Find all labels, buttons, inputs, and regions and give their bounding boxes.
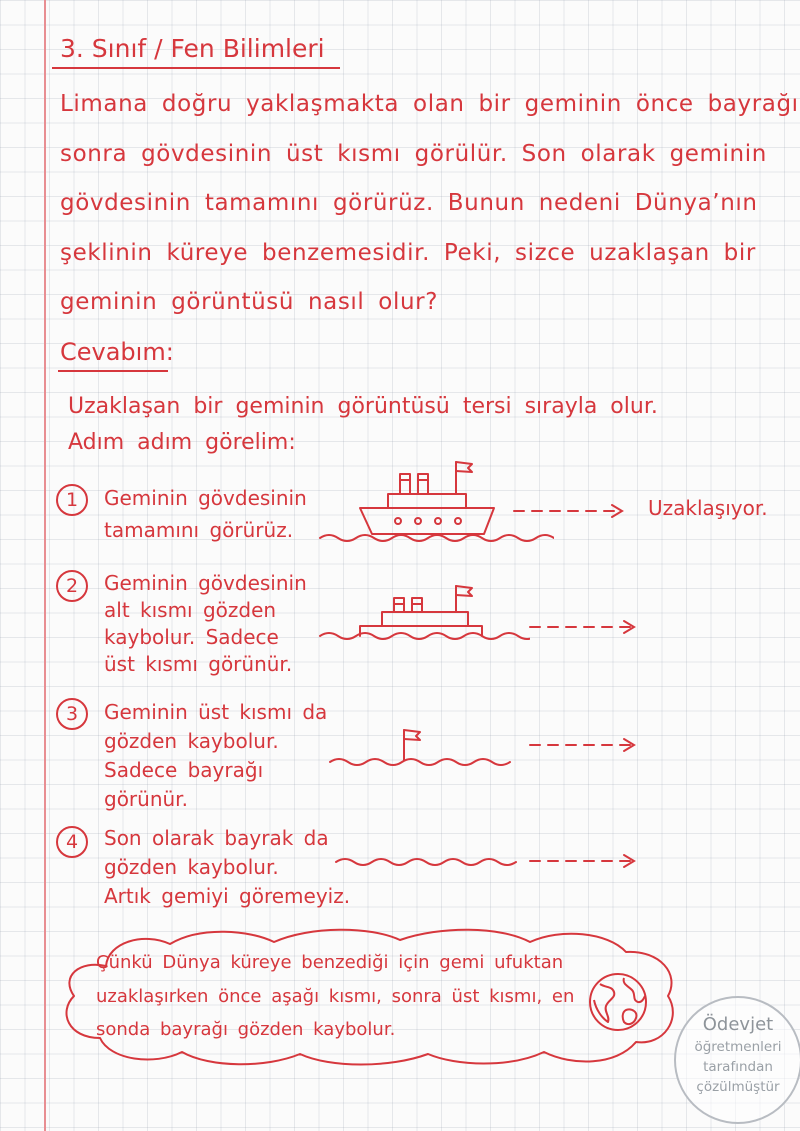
step-text: Son olarak bayrak da: [104, 826, 329, 850]
globe-icon: [586, 970, 650, 1034]
margin-line: [44, 0, 46, 1131]
dashed-arrow: [528, 617, 640, 637]
step-text: tamamını görürüz.: [104, 518, 294, 542]
question-line: şeklinin küreye benzemesidir. Peki, sizce uzaklaşan bir: [60, 240, 756, 266]
step-number-badge: 3: [56, 698, 88, 730]
step-text: Geminin üst kısmı da: [104, 700, 328, 724]
conclusion-line: sonda bayrağı gözden kaybolur.: [96, 1019, 396, 1040]
stamp-text: tarafından: [703, 1059, 773, 1075]
title-underline: [52, 67, 340, 69]
stamp-text: öğretmenleri: [694, 1039, 782, 1055]
step-text: Sadece bayrağı: [104, 758, 264, 782]
question-line: gövdesinin tamamını görürüz. Bunun nedeni Dünya’nın: [60, 190, 758, 216]
step-text: Geminin gövdesinin: [104, 486, 307, 510]
flag-only-drawing: [328, 724, 520, 774]
stamp-text: çözülmüştür: [696, 1079, 780, 1095]
step-text: Geminin gövdesinin: [104, 571, 307, 595]
stamp-brand: Ödevjet: [702, 1014, 774, 1035]
empty-sea-drawing: [334, 850, 520, 872]
question-line: sonra gövdesinin üst kısmı görülür. Son olarak geminin: [60, 141, 767, 167]
answer-intro: Adım adım görelim:: [68, 430, 296, 455]
conclusion-line: uzaklaşırken önce aşağı kısmı, sonra üst kısmı, en: [96, 986, 575, 1007]
step-number-badge: 1: [56, 484, 88, 516]
solution-stamp: [674, 996, 800, 1124]
step-number-badge: 2: [56, 570, 88, 602]
step-text: Artık gemiyi göremeyiz.: [104, 884, 351, 908]
question-line: Limana doğru yaklaşmakta olan bir geminin önce bayrağı: [60, 91, 799, 117]
step-text: üst kısmı görünür.: [104, 652, 293, 676]
moving-away-label: Uzaklaşıyor.: [648, 496, 768, 520]
step-text: görünür.: [104, 787, 188, 811]
page-title: 3. Sınıf / Fen Bilimleri: [60, 34, 325, 63]
step-text: alt kısmı gözden: [104, 598, 277, 622]
step-text: gözden kaybolur.: [104, 855, 279, 879]
dashed-arrow: [512, 501, 628, 521]
step-text: kaybolur. Sadece: [104, 625, 279, 649]
step-text: gözden kaybolur.: [104, 729, 279, 753]
answer-label: Cevabım:: [60, 338, 174, 366]
answer-underline: [58, 370, 168, 372]
conclusion-line: Çünkü Dünya küreye benzediği için gemi ufuktan: [96, 952, 564, 973]
answer-intro: Uzaklaşan bir geminin görüntüsü tersi sırayla olur.: [68, 394, 658, 419]
ship-upper-part-drawing: [318, 580, 530, 646]
dashed-arrow: [528, 735, 640, 755]
dashed-arrow: [528, 851, 640, 871]
question-line: geminin görüntüsü nasıl olur?: [60, 289, 438, 315]
step-number-badge: 4: [56, 826, 88, 858]
